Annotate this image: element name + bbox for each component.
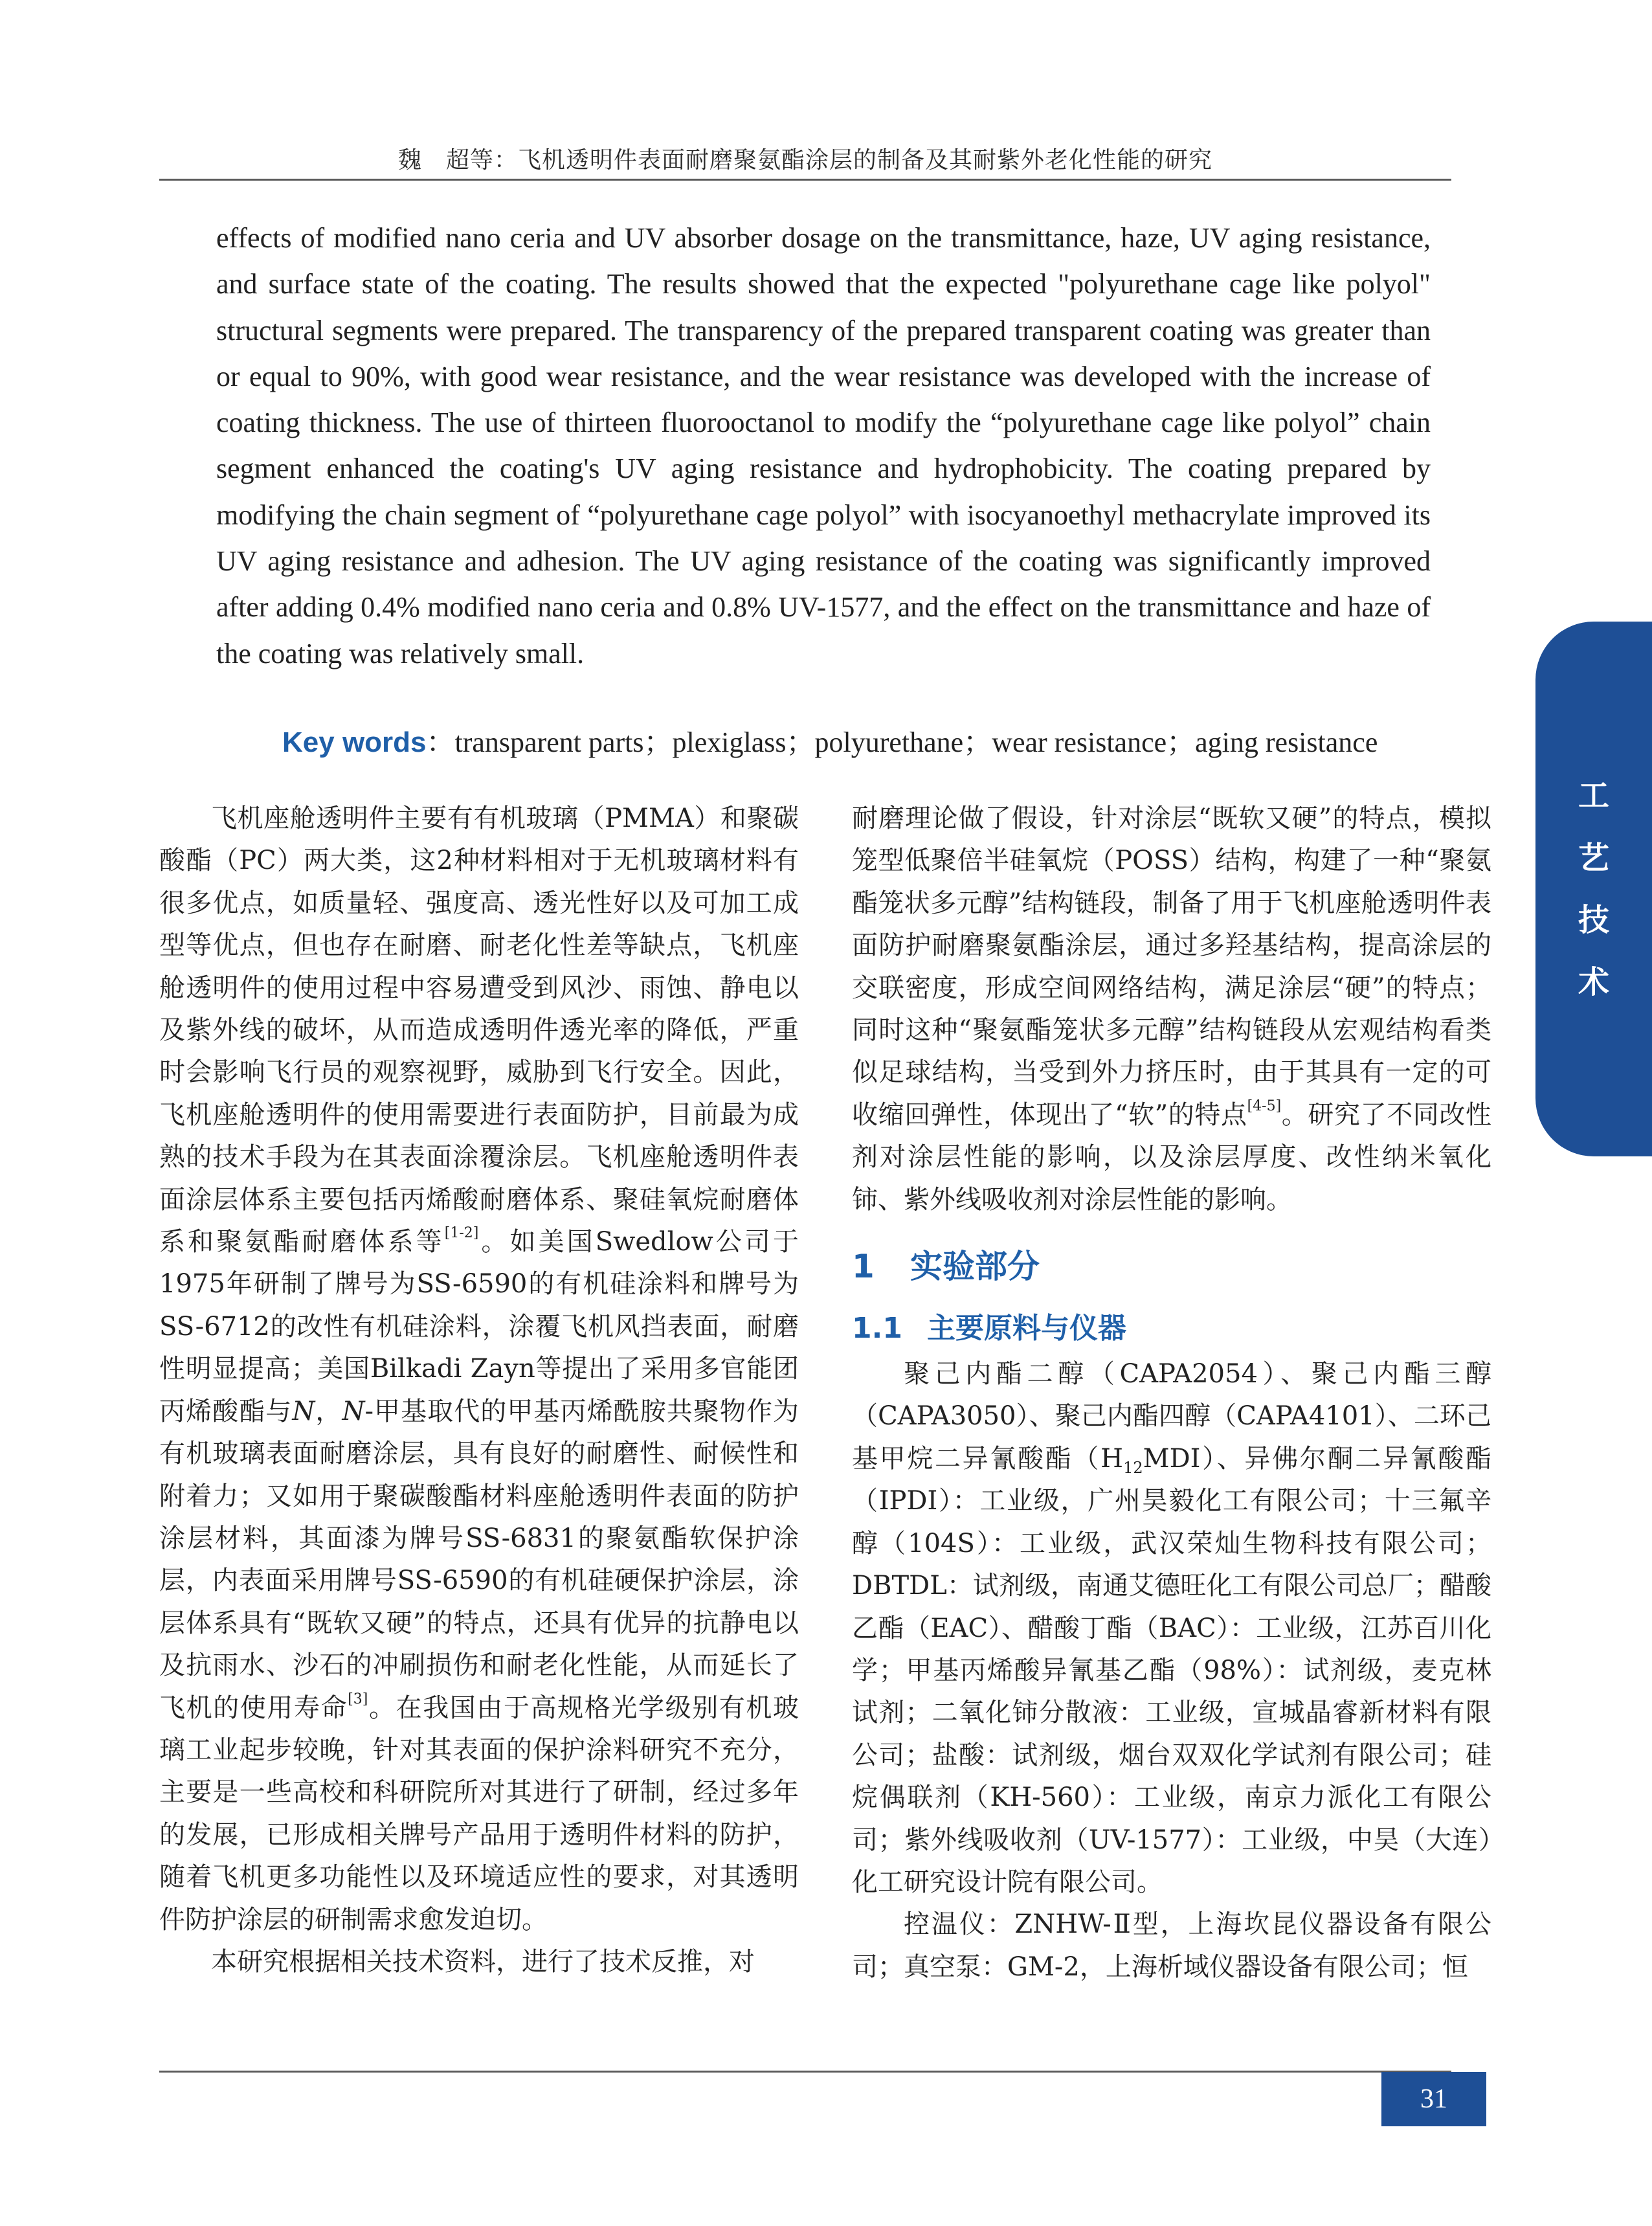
text-run: 。如美国Swedlow公司于1975年研制了牌号为SS-6590的有机硅涂料和牌号为SS-6712的改性有机硅涂料，涂覆飞机风挡表面，耐磨性明显提高；美国Bilkadi Zayn等提出了采用多官能团丙烯酸酯与: [159, 1227, 799, 1426]
footer-rule: [159, 2071, 1451, 2073]
instruments-paragraph: 控温仪：ZNHW-Ⅱ型，上海坎昆仪器设备有限公司；真空泵：GM-2，上海析域仪器设备有限公司；恒: [852, 1909, 1491, 1982]
text-run: 。研究了不同改性剂对涂层性能的影响，以及涂层厚度、改性纳米氧化铈、紫外线吸收剂对涂层性能的影响。: [852, 1099, 1492, 1215]
text-run: MDI）、异佛尔酮二异氰酸酯（IPDI）：工业级，广州昊毅化工有限公司；十三氟辛醇（104S）：工业级，武汉荣灿生物科技有限公司；DBTDL：试剂级，南通艾德旺化工有限公司总厂；醋酸乙酯（EAC）、醋酸丁酯（BAC）：工业级，江苏百川化学；甲基丙烯酸异氰基乙酯（98%）：试剂级，麦克林试剂；二氧化铈分散液：工业级，宣城晶睿新材料有限公司；盐酸：试剂级，烟台双双化学试剂有限公司；硅烷偶联剂（KH-560）：工业级，南京力派化工有限公司；紫外线吸收剂（UV-1577）：工业级，中昊（大连）化工研究设计院有限公司。: [852, 1443, 1492, 1897]
side-tab-char: 技: [1578, 902, 1609, 938]
keywords-text: ：transparent parts；plexiglass；polyurethane；wear resistance；aging resistance: [426, 726, 1378, 758]
subscript: 12: [1123, 1458, 1143, 1477]
side-tab-char: 艺: [1578, 840, 1609, 876]
running-header: [159, 137, 1451, 181]
page-number: 31: [1420, 2084, 1447, 2114]
italic-n: N: [342, 1396, 365, 1426]
intro-paragraph-2-continued: [852, 798, 1491, 1221]
text-run: 耐磨理论做了假设，针对涂层“既软又硬”的特点，模拟笼型低聚倍半硅氧烷（POSS）结构，构建了一种“聚氨酯笼状多元醇”结构链段，制备了用于飞机座舱透明件表面防护耐磨聚氨酯涂层，通过多羟基结构，提高涂层的交联密度，形成空间网络结构，满足涂层“硬”的特点；同时这种“聚氨酯笼状多元醇”结构链段从宏观结构看类似足球结构，当受到外力挤压时，由于其具有一定的可收缩回弹性，体现出了“软”的特点: [852, 804, 1491, 1130]
text-run: 飞机座舱透明件主要有有机玻璃（PMMA）和聚碳酸酯（PC）两大类，这2种材料相对于无机玻璃材料有很多优点，如质量轻、强度高、透光性好以及可加工成型等优点，但也存在耐磨、耐老化性差等缺点，飞机座舱透明件的使用过程中容易遭受到风沙、雨蚀、静电以及紫外线的破坏，从而造成透明件透光率的降低，严重时会影响飞行员的观察视野，威胁到飞行安全。因此，飞机座舱透明件的使用需要进行表面防护，目前最为成熟的技术手段为在其表面涂覆涂层。飞机座舱透明件表面涂层体系主要包括丙烯酸耐磨体系、聚硅氧烷耐磨体系和聚氨酯耐磨体系等: [159, 804, 799, 1257]
intro-paragraph-2: 本研究根据相关技术资料，进行了技术反推，对: [211, 1946, 755, 1977]
text-run: ，: [315, 1396, 342, 1426]
text-run: -甲基取代的甲基丙烯酰胺共聚物作为有机玻璃表面耐磨涂层，具有良好的耐磨性、耐候性和附着力；又如用于聚碳酸酯材料座舱透明件表面的防护涂层材料，其面漆为牌号SS-6831的聚氨酯软保护涂层，内表面采用牌号SS-6590的有机硅硬保护涂层，涂层体系具有“既软又硬”的特点，还具有优异的抗静电以及抗雨水、沙石的冲刷损伤和耐老化性能，从而延长了飞机的使用寿命: [159, 1396, 799, 1723]
italic-n: N: [292, 1396, 315, 1426]
left-column: [159, 798, 799, 1983]
section-side-tab: [1535, 622, 1652, 1156]
text-run: 。在我国由于高规格光学级别有机玻璃工业起步较晚，针对其表面的保护涂料研究不充分，主要是一些高校和科研院所对其进行了研制，经过多年的发展，已形成相关牌号产品用于透明件材料的防护，随着飞机更多功能性以及环境适应性的要求，对其透明件防护涂层的研制需求愈发迫切。: [159, 1692, 799, 1935]
section-number: 1: [852, 1248, 875, 1286]
citation: [4-5]: [1247, 1098, 1282, 1115]
intro-paragraph-1: [159, 798, 799, 1941]
text-run: 聚己内酯二醇（CAPA2054）、聚己内酯三醇（CAPA3050）、聚己内酯四醇（CAPA4101）、二环己基甲烷二异氰酸酯（H: [852, 1359, 1491, 1474]
running-title: 魏 超等：飞机透明件表面耐磨聚氨酯涂层的制备及其耐紫外老化性能的研究: [397, 146, 1212, 174]
side-tab-char: 工: [1578, 778, 1609, 814]
keywords-label: Key words: [282, 726, 427, 758]
keywords-line: [282, 720, 1447, 765]
section-heading-1: [852, 1241, 1491, 1292]
abstract-text: effects of modified nano ceria and UV absorber dosage on the transmittance, haze, UV aging resistance, and surface state of the coating. The results showed that the expected "polyurethane cage like polyol" structural segments were prepared. The transparency of the prepared transparent coating was greater than or equal to 90%, with good wear resistance, and the wear resistance was developed with the increase of coating thickness. The use of thirteen fluorooctanol to modify the “polyurethane cage like polyol” chain segment enhanced the coating's UV aging resistance and hydrophobicity. The coating prepared by modifying the chain segment of “polyurethane cage polyol” with isocyanoethyl methacrylate improved its UV aging resistance and adhesion. The UV aging resistance of the coating was significantly improved after adding 0.4% modified nano ceria and 0.8% UV-1577, and the effect on the transmittance and haze of the coating was relatively small.: [216, 222, 1431, 669]
page-number-box: [1381, 2072, 1486, 2126]
right-column: [852, 798, 1491, 1988]
materials-paragraph: [852, 1353, 1491, 1904]
section-heading-1-1: [852, 1307, 1491, 1351]
subsection-title: 主要原料与仪器: [927, 1312, 1126, 1345]
subsection-number: 1.1: [852, 1312, 902, 1345]
citation: [1-2]: [444, 1225, 479, 1242]
side-tab-char: 术: [1578, 964, 1609, 1000]
section-title: 实验部分: [910, 1248, 1040, 1286]
citation: [3]: [348, 1691, 368, 1707]
